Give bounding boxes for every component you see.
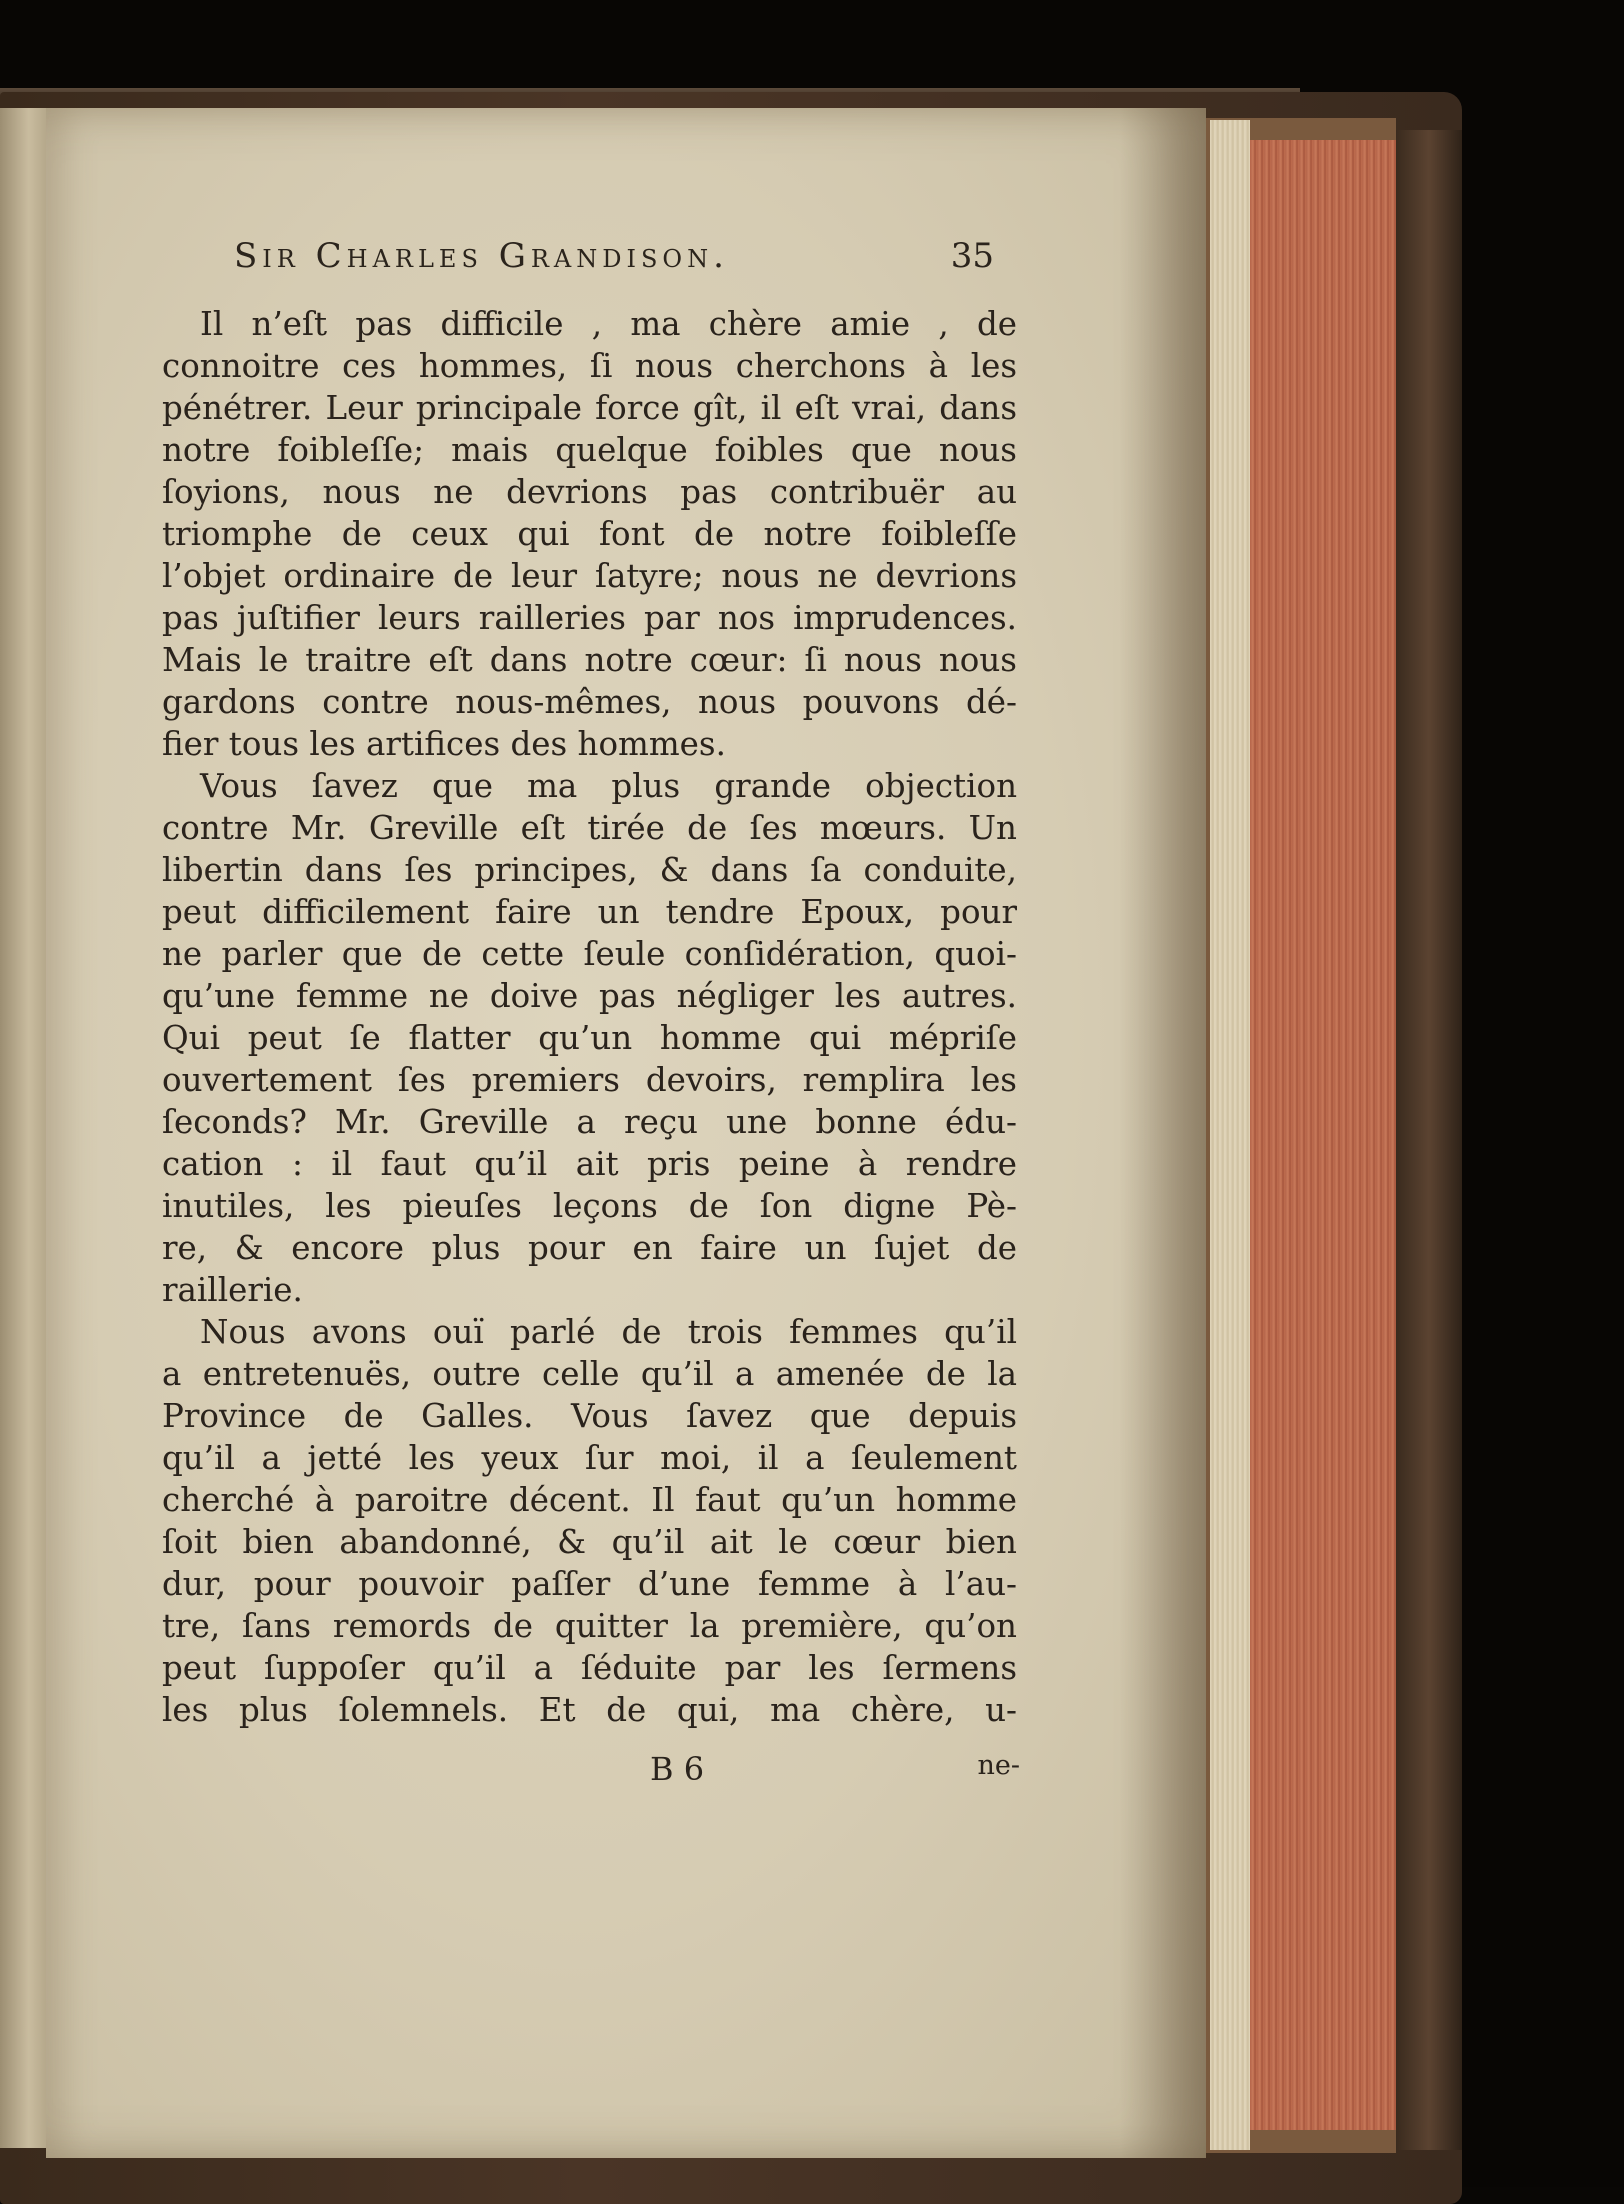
book-spine-edge <box>1396 130 1462 2150</box>
text-line: a entretenuës, outre celle qu’il a amenée de la <box>162 1355 1017 1393</box>
text-line: cherché à paroitre décent. Il faut qu’un homme <box>162 1481 1017 1519</box>
text-line: cation : il faut qu’il ait pris peine à rendre <box>162 1145 1017 1183</box>
catchword: ne- <box>977 1750 1020 1781</box>
text-line: fier tous les artifices des hommes. <box>162 725 726 763</box>
text-line: connoitre ces hommes, ſi nous cherchons à les <box>162 347 1017 385</box>
text-line: pénétrer. Leur principale force gît, il eſt vrai, dans <box>162 389 1017 427</box>
text-line: pas juſtifier leurs railleries par nos imprudences. <box>162 599 1017 637</box>
text-line: peut ſuppoſer qu’il a ſéduite par les ſermens <box>162 1649 1017 1687</box>
text-line: peut difficilement faire un tendre Epoux, pour <box>162 893 1017 931</box>
text-line: triomphe de ceux qui font de notre foibleſſe <box>162 515 1017 553</box>
text-line: contre Mr. Greville eſt tirée de ſes mœurs. Un <box>162 809 1017 847</box>
page-gutter-shadow <box>1120 108 1210 2158</box>
page-number: 35 <box>950 236 994 276</box>
page-header <box>234 236 994 292</box>
text-line: Il n’eſt pas difficile , ma chère amie , de <box>200 305 1017 343</box>
text-line: ſoit bien abandonné, & qu’il ait le cœur bien <box>162 1523 1017 1561</box>
text-line: notre foibleſſe; mais quelque foibles que nous <box>162 431 1017 469</box>
signature-mark: B 6 <box>650 1750 705 1788</box>
text-line: ſeconds? Mr. Greville a reçu une bonne édu- <box>162 1103 1017 1141</box>
page-footer <box>650 1750 1020 1794</box>
text-line: inutiles, les pieuſes leçons de ſon digne Pè- <box>162 1187 1017 1225</box>
text-line: re, & encore plus pour en faire un ſujet de <box>162 1229 1017 1267</box>
text-line: Nous avons ouï parlé de trois femmes qu’il <box>200 1313 1017 1351</box>
text-line: qu’il a jetté les yeux ſur moi, il a ſeulement <box>162 1439 1017 1477</box>
text-line: ne parler que de cette ſeule conſidération, quoi- <box>162 935 1017 973</box>
text-line: dur, pour pouvoir paſſer d’une femme à l’au- <box>162 1565 1017 1603</box>
running-head: Sir Charles Grandison. <box>234 236 729 276</box>
text-line: l’objet ordinaire de leur ſatyre; nous ne devrions <box>162 557 1017 595</box>
text-line: Province de Galles. Vous ſavez que depuis <box>162 1397 1017 1435</box>
text-line: Qui peut ſe flatter qu’un homme qui mépriſe <box>162 1019 1017 1057</box>
page-leaves <box>1210 120 1250 2150</box>
body-text <box>162 303 1017 1731</box>
text-line: libertin dans ſes principes, & dans ſa conduite, <box>162 851 1017 889</box>
text-line: raillerie. <box>162 1271 303 1309</box>
text-line: tre, ſans remords de quitter la première, qu’on <box>162 1607 1017 1645</box>
previous-page-edge <box>0 108 48 2148</box>
text-line: les plus ſolemnels. Et de qui, ma chère, u- <box>162 1691 1017 1729</box>
text-line: qu’une femme ne doive pas négliger les autres. <box>162 977 1017 1015</box>
text-line: Mais le traitre eſt dans notre cœur: ſi nous nous <box>162 641 1017 679</box>
red-page-edges <box>1250 140 1396 2130</box>
text-line: ouvertement ſes premiers devoirs, remplira les <box>162 1061 1017 1099</box>
text-line: Vous ſavez que ma plus grande objection <box>200 767 1017 805</box>
text-line: gardons contre nous-mêmes, nous pouvons dé- <box>162 683 1017 721</box>
text-line: ſoyions, nous ne devrions pas contribuër au <box>162 473 1017 511</box>
